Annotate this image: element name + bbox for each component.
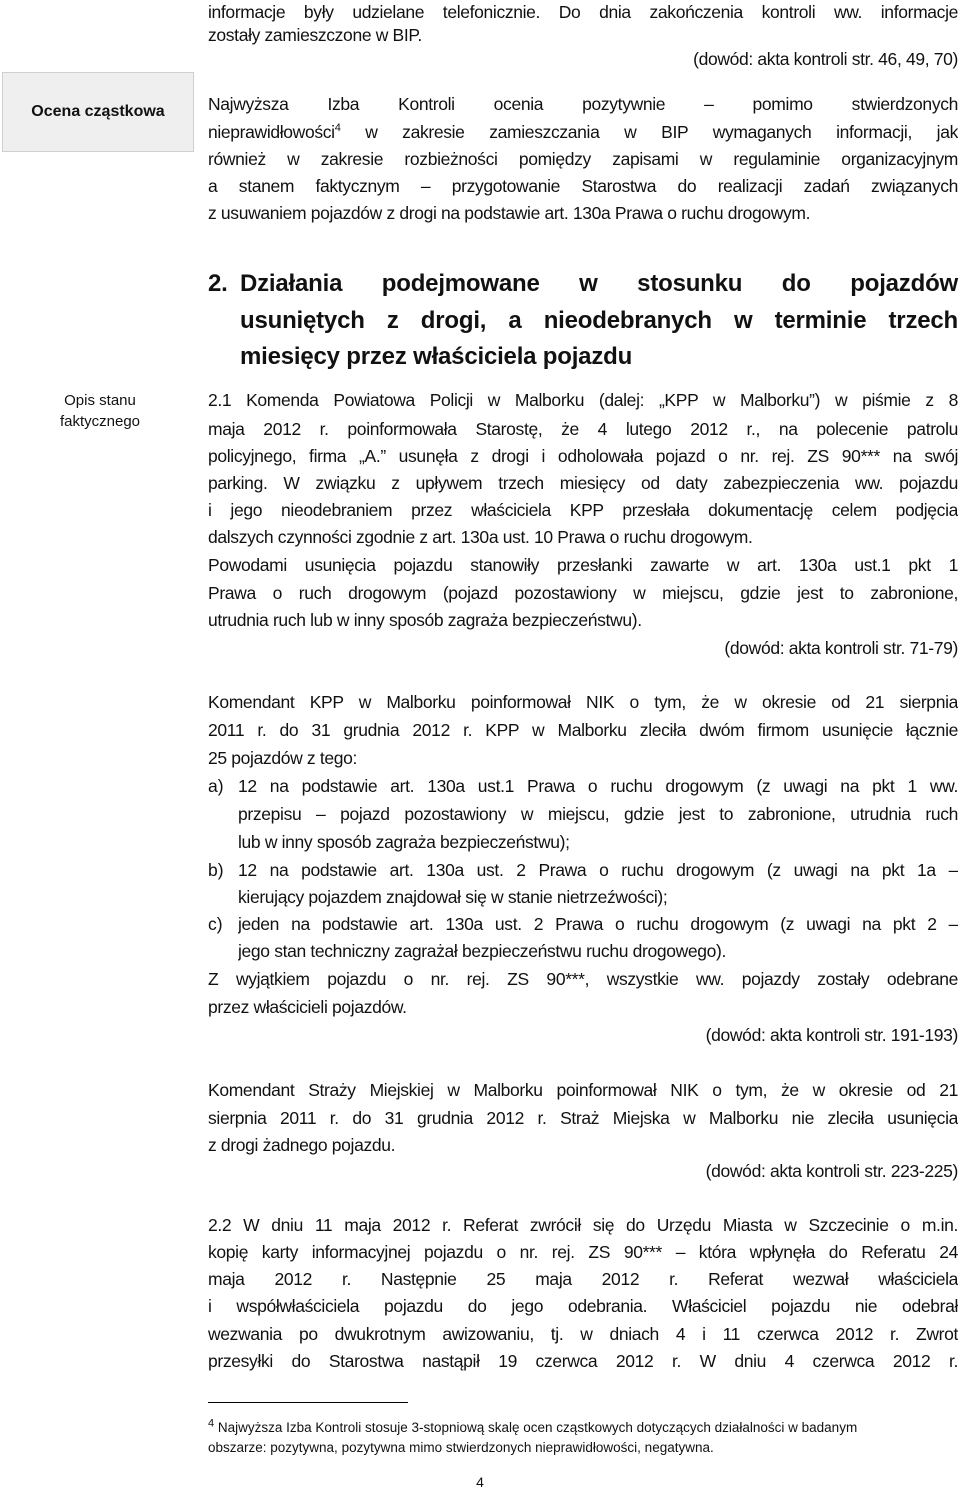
footnote-line-1: $^4$ Najwyższa Izba Kontroli stosuje 3-stopniową skalę ocen cząstkowych dotyczących działalności w badanym bbox=[208, 1417, 858, 1435]
section-heading-line-3: miesięcy przez właściciela pojazdu bbox=[240, 343, 633, 370]
p22-line-5: wezwania po dwukrotnym awizowaniu, tj. w dniach 4 i 11 czerwca 2012 r. Zwrot bbox=[208, 1324, 958, 1344]
list-a-line-1: 12 na podstawie art. 130a ust.1 Prawa o ruchu drogowym (z uwagi na pkt 1 ww. bbox=[238, 776, 958, 796]
ocena-line-1: Najwyższa Izba Kontroli ocenia pozytywnie – pomimo stwierdzonych bbox=[208, 94, 958, 114]
sm-line-1: Komendant Straży Miejskiej w Malborku poinformował NIK o tym, że w okresie od 21 bbox=[208, 1080, 958, 1100]
list-label-a: a) bbox=[208, 776, 224, 796]
sm-line-2: sierpnia 2011 r. do 31 grudnia 2012 r. Straż Miejska w Malborku nie zleciła usunięcia bbox=[208, 1108, 958, 1128]
ocena-line-4: a stanem faktycznym – przygotowanie Starostwa do realizacji zadań związanych bbox=[208, 176, 958, 196]
evidence-ref-3: (dowód: akta kontroli str. 191-193) bbox=[705, 1025, 958, 1045]
p21-line-1: 2.1 Komenda Powiatowa Policji w Malborku (dalej: „KPP w Malborku”) w piśmie z 8 bbox=[208, 390, 958, 410]
evidence-ref-2: (dowód: akta kontroli str. 71-79) bbox=[724, 638, 958, 658]
p21-line-8: Prawa o ruch drogowym (pojazd pozostawiony w miejscu, gdzie jest to zabronione, bbox=[208, 583, 958, 603]
top-line-2: zostały zamieszczone w BIP. bbox=[208, 25, 422, 45]
kpp-line-1: Komendant KPP w Malborku poinformował NIK o tym, że w okresie od 21 sierpnia bbox=[208, 692, 958, 712]
p21-line-9: utrudnia ruch lub w inny sposób zagraża bezpieczeństwu). bbox=[208, 610, 642, 630]
ocena-line-2: nieprawidłowości$^4$ w zakresie zamieszczania w BIP wymaganych informacji, jak bbox=[208, 122, 958, 142]
footnote-ref: 4 bbox=[334, 122, 341, 135]
list-b-line-2: kierujący pojazdem znajdował się w stanie nietrzeźwości); bbox=[238, 887, 668, 907]
kpp-line-3: 25 pojazdów z tego: bbox=[208, 748, 358, 768]
section-heading-line-2: usuniętych z drogi, a nieodebranych w terminie trzech bbox=[240, 307, 958, 334]
p22-line-4: i współwłaściciela pojazdu do jego odebrania. Właściciel pojazdu nie odebrał bbox=[208, 1296, 958, 1316]
p21-line-7: Powodami usunięcia pojazdu stanowiły przesłanki zawarte w art. 130a ust.1 pkt 1 bbox=[208, 555, 958, 575]
p22-line-1: 2.2 W dniu 11 maja 2012 r. Referat zwrócił się do Urzędu Miasta w Szczecinie o m.in. bbox=[208, 1215, 958, 1235]
list-a-line-2: przepisu – pojazd pozostawiony w miejscu, gdzie jest to zabronione, utrudnia ruch bbox=[238, 804, 958, 824]
opis-line-2: faktycznego bbox=[59, 413, 141, 430]
p21-line-4: parking. W związku z upływem trzech miesięcy od daty zabezpieczenia ww. pojazdu bbox=[208, 473, 958, 493]
page-number: 4 bbox=[476, 1474, 484, 1490]
kpp-line-2: 2011 r. do 31 grudnia 2012 r. KPP w Malborku zleciła dwóm firmom usunięcie łącznie bbox=[208, 720, 958, 740]
top-line-1: informacje były udzielane telefonicznie. Do dnia zakończenia kontroli ww. informacje bbox=[208, 2, 958, 22]
p22-line-6: przesyłki do Starostwa nastąpił 19 czerwca 2012 r. W dniu 4 czerwca 2012 r. bbox=[208, 1351, 958, 1371]
evidence-ref-4: (dowód: akta kontroli str. 223-225) bbox=[705, 1161, 958, 1181]
p21-line-3: policyjnego, firma „A.” usunęła z drogi i odholowała pojazd o nr. rej. ZS 90*** na swój bbox=[208, 446, 958, 466]
opis-line-1: Opis stanu bbox=[64, 392, 136, 409]
ocena-czastkowa-label: Ocena cząstkowa bbox=[2, 72, 194, 152]
opis-stanu-label bbox=[0, 390, 200, 432]
list-b-line-1: 12 na podstawie art. 130a ust. 2 Prawa o ruchu drogowym (z uwagi na pkt 1a – bbox=[238, 860, 958, 880]
p21-line-6: dalszych czynności zgodnie z art. 130a ust. 10 Prawa o ruchu drogowym. bbox=[208, 527, 753, 547]
footnote bbox=[208, 1418, 958, 1458]
list-c-line-2: jego stan techniczny zagrażał bezpieczeństwu ruchu drogowego). bbox=[238, 941, 727, 961]
except-line-2: przez właścicieli pojazdów. bbox=[208, 997, 407, 1017]
list-c-line-1: jeden na podstawie art. 130a ust. 2 Prawa o ruchu drogowym (z uwagi na pkt 2 – bbox=[238, 914, 958, 934]
list-a-line-3: lub w inny sposób zagraża bezpieczeństwu); bbox=[238, 832, 570, 852]
p22-line-3: maja 2012 r. Następnie 25 maja 2012 r. Referat wezwał właściciela bbox=[208, 1269, 958, 1289]
ocena-line-5: z usuwaniem pojazdów z drogi na podstawie art. 130a Prawa o ruchu drogowym. bbox=[208, 203, 811, 223]
p21-line-5: i jego nieodebraniem przez właściciela KPP przesłała dokumentację celem podjęcia bbox=[208, 500, 958, 520]
footnote-separator bbox=[208, 1402, 408, 1403]
p21-line-2: maja 2012 r. poinformowała Starostę, że 4 lutego 2012 r., na polecenie patrolu bbox=[208, 419, 958, 439]
p22-line-2: kopię karty informacyjnej pojazdu o nr. rej. ZS 90*** – która wpłynęła do Referatu 24 bbox=[208, 1242, 958, 1262]
list-label-b: b) bbox=[208, 860, 224, 880]
footnote-line-2: obszarze: pozytywna, pozytywna mimo stwierdzonych nieprawidłowości, negatywna. bbox=[208, 1440, 714, 1455]
list-label-c: c) bbox=[208, 914, 223, 934]
section-heading-line-1: 2. Działania podejmowane w stosunku do pojazdów bbox=[208, 270, 958, 297]
ocena-line-3: również w zakresie rozbieżności pomiędzy zapisami w regulaminie organizacyjnym bbox=[208, 149, 958, 169]
evidence-ref-1: (dowód: akta kontroli str. 46, 49, 70) bbox=[693, 49, 958, 69]
except-line-1: Z wyjątkiem pojazdu o nr. rej. ZS 90***, wszystkie ww. pojazdy zostały odebrane bbox=[208, 969, 958, 989]
sm-line-3: z drogi żadnego pojazdu. bbox=[208, 1135, 396, 1155]
